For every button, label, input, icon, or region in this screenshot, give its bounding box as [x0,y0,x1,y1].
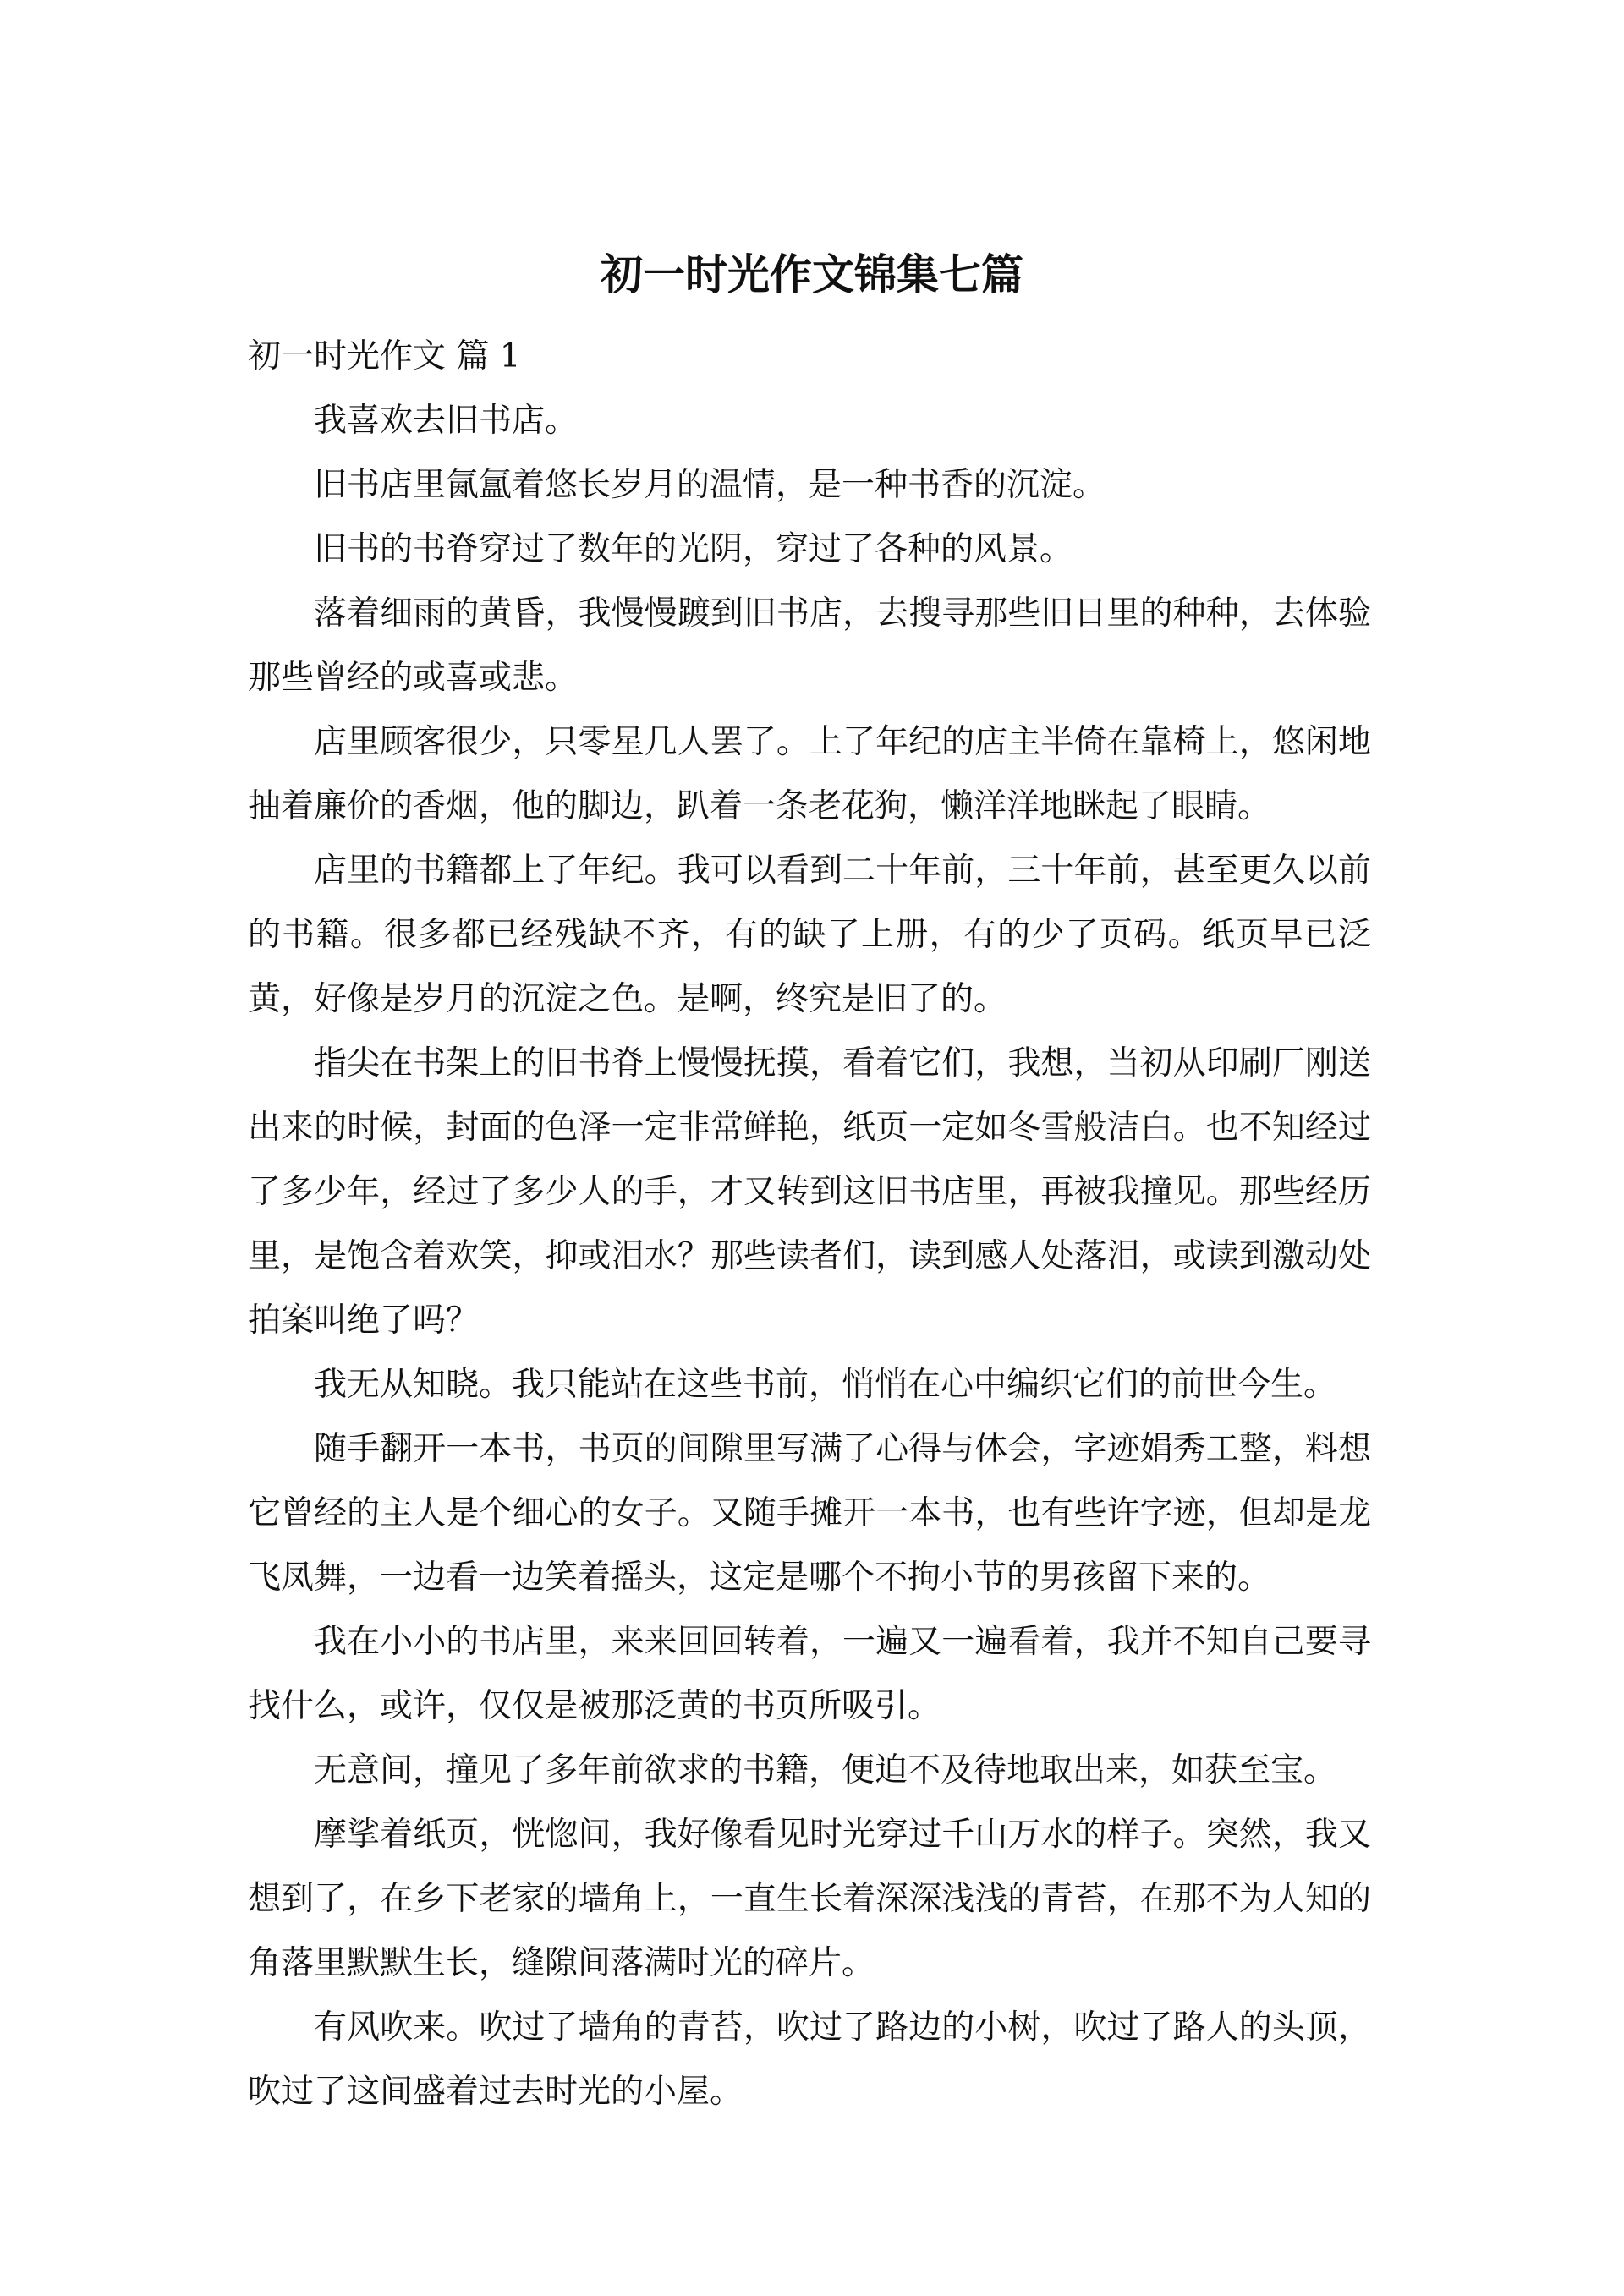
paragraph: 我在小小的书店里，来来回回转着，一遍又一遍看着，我并不知自己要寻找什么，或许，仅仅是被那泛黄的书页所吸引。 [248,1623,1371,1725]
paragraph: 店里的书籍都上了年纪。我可以看到二十年前，三十年前，甚至更久以前的书籍。很多都已经残缺不齐，有的缺了上册，有的少了页码。纸页早已泛黄，好像是岁月的沉淀之色。是啊，终究是旧了的。 [248,852,1371,1018]
document-body [248,325,1371,2124]
paragraph: 摩挲着纸页，恍惚间，我好像看见时光穿过千山万水的样子。突然，我又想到了，在乡下老家的墙角上，一直生长着深深浅浅的青苔，在那不为人知的角落里默默生长，缝隙间落满时光的碎片。 [248,1816,1371,1982]
paragraph: 指尖在书架上的旧书脊上慢慢抚摸，看着它们，我想，当初从印刷厂刚送出来的时候，封面的色泽一定非常鲜艳，纸页一定如冬雪般洁白。也不知经过了多少年，经过了多少人的手，才又转到这旧书店里，再被我撞见。那些经历里，是饱含着欢笑，抑或泪水？那些读者们，读到感人处落泪，或读到激动处拍案叫绝了吗？ [248,1044,1371,1340]
paragraph: 旧书店里氤氲着悠长岁月的温情，是一种书香的沉淀。 [314,466,1106,504]
document-title: 初一时光作文锦集七篇 [601,250,1023,299]
paragraph: 店里顾客很少，只零星几人罢了。上了年纪的店主半倚在靠椅上，悠闲地抽着廉价的香烟，他的脚边，趴着一条老花狗，懒洋洋地眯起了眼睛。 [248,723,1371,825]
paragraph: 有风吹来。吹过了墙角的青苔，吹过了路边的小树，吹过了路人的头顶，吹过了这间盛着过去时光的小屋。 [248,2008,1371,2111]
paragraph: 随手翻开一本书，书页的间隙里写满了心得与体会，字迹娟秀工整，料想它曾经的主人是个细心的女子。又随手摊开一本书，也有些许字迹，但却是龙飞凤舞，一边看一边笑着摇头，这定是哪个不拘小节的男孩留下来的。 [248,1430,1371,1597]
paragraph: 我无从知晓。我只能站在这些书前，悄悄在心中编织它们的前世今生。 [314,1366,1337,1404]
paragraph: 我喜欢去旧书店。 [314,402,579,440]
section-heading: 初一时光作文 篇 1 [248,337,521,375]
paragraph: 落着细雨的黄昏，我慢慢踱到旧书店，去搜寻那些旧日里的种种，去体验那些曾经的或喜或悲。 [248,595,1371,697]
paragraph: 无意间，撞见了多年前欲求的书籍，便迫不及待地取出来，如获至宝。 [314,1751,1337,1789]
paragraph: 旧书的书脊穿过了数年的光阴，穿过了各种的风景。 [314,530,1073,568]
